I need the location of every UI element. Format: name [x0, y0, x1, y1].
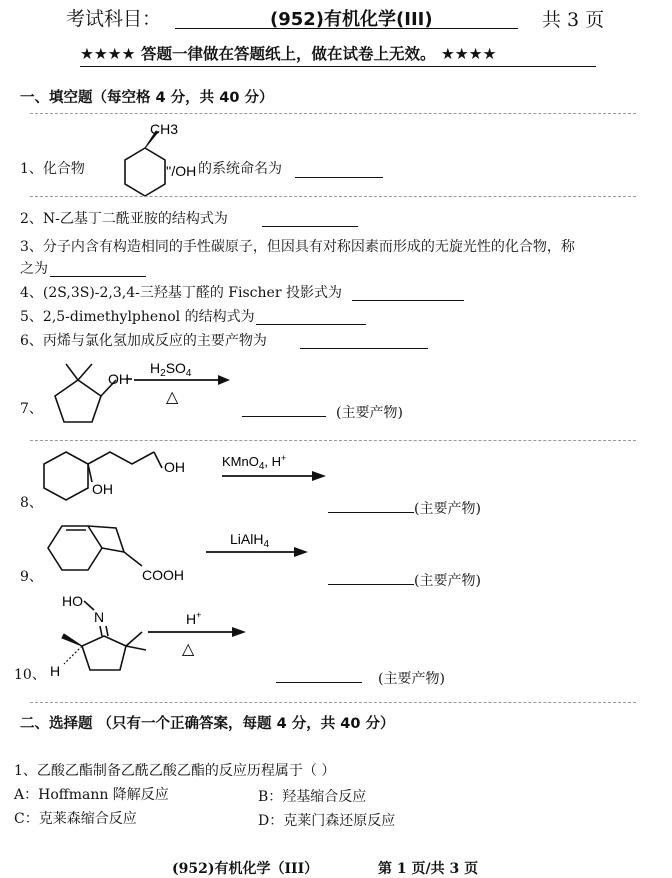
q5-answer-blank	[256, 310, 366, 325]
reagent-hplus: H+	[186, 610, 202, 627]
q5-text: 5、2,5-dimethylphenol 的结构式为	[20, 309, 255, 325]
q1-text: 的系统命名为	[198, 161, 282, 177]
wedge-methyl	[62, 634, 82, 646]
subject-label: 考试科目：	[66, 8, 162, 30]
c-n-bond-2	[106, 626, 108, 636]
q1-structure	[100, 114, 200, 198]
divider	[30, 196, 636, 197]
oh-hash-label: ''/OH	[166, 163, 197, 179]
q3-text-line1: 3、分子内含有构造相同的手性碳原子，但因具有对称因素而形成的无旋光性的化合物，称	[20, 239, 575, 255]
divider	[30, 702, 636, 703]
oh-terminal-label: OH	[164, 459, 185, 475]
s2-option-c: C：克莱森缩合反应	[14, 811, 137, 827]
arrow-head	[218, 375, 230, 385]
divider	[30, 440, 636, 441]
heat-symbol: △	[182, 641, 195, 658]
q7-structure	[36, 350, 246, 430]
q9-structure	[36, 518, 336, 588]
ch3-label: CH3	[150, 121, 179, 137]
q6-answer-blank	[300, 334, 428, 349]
five-ring	[88, 526, 124, 552]
cyclopentane-ring	[82, 636, 126, 670]
subject-name: (952)有机化学(III)	[270, 9, 433, 30]
arrow-head	[232, 627, 246, 637]
q6-text: 6、丙烯与氯化氢加成反应的主要产物为	[20, 333, 267, 349]
propyl-chain	[88, 452, 154, 464]
q8-answer-blank	[328, 498, 414, 513]
q7-number: 7、	[20, 401, 43, 417]
q10-number: 10、	[14, 667, 46, 683]
q10-answer-blank	[276, 668, 362, 683]
methyl-bond-2	[78, 364, 92, 380]
arrow-head	[312, 471, 326, 481]
section1-title: 一、填空题（每空格 4 分，共 40 分）	[20, 90, 274, 106]
q8-structure	[36, 446, 336, 510]
footer-subject: (952)有机化学（III）	[172, 861, 319, 877]
q10-product-label: (主要产物)	[378, 671, 445, 687]
s2-q1-text: 1、乙酸乙酯制备乙酰乙酸乙酯的反应历程属于（ ）	[14, 763, 336, 779]
cooh-label: COOH	[142, 567, 184, 583]
cyclohexane-ring	[125, 148, 165, 196]
s2-option-a: A：Hoffmann 降解反应	[14, 787, 169, 803]
reagent-h2so4: $H_2SO_4$	[150, 360, 192, 379]
ho-label: HO	[62, 593, 83, 609]
q3-answer-blank	[50, 262, 146, 277]
chain-end	[154, 452, 162, 468]
h-label: H	[50, 663, 61, 679]
section2-title: 二、选择题 （只有一个正确答案，每题 4 分，共 40 分）	[20, 716, 395, 732]
reagent-lialh4: LiAlH$_4$	[230, 531, 270, 550]
q3-text-line2: 之为	[20, 261, 48, 277]
q8-product-label: (主要产物)	[414, 501, 481, 517]
n-label: N	[94, 609, 105, 625]
oh-label: OH	[92, 481, 113, 497]
gem-methyl-2	[126, 646, 146, 650]
s2-option-d: D：克莱门森还原反应	[258, 813, 396, 829]
q9-answer-blank	[328, 570, 414, 585]
cyclopentane-ring	[55, 380, 101, 422]
q4-answer-blank	[352, 286, 464, 301]
o-n-bond	[84, 601, 94, 610]
q9-number: 9、	[20, 569, 43, 585]
arrow-head	[294, 547, 308, 557]
s2-option-b: B：羟基缩合反应	[258, 789, 367, 805]
heat-symbol: △	[166, 389, 179, 406]
methyl-bond-1	[66, 364, 78, 380]
cooh-bond	[124, 552, 142, 566]
q1-number: 1、化合物	[20, 161, 85, 177]
q9-product-label: (主要产物)	[414, 573, 481, 589]
cyclohexane-ring	[44, 452, 88, 500]
notice-underline	[80, 66, 596, 67]
gem-methyl-1	[126, 632, 142, 646]
q7-product-label: (主要产物)	[336, 405, 403, 421]
q2-answer-blank	[262, 212, 358, 227]
q4-text: 4、(2S,3S)-2,3,4-三羟基丁醛的 Fischer 投影式为	[20, 285, 342, 301]
q2-text: 2、N-乙基丁二酰亚胺的结构式为	[20, 211, 228, 227]
hash-h-bond	[64, 646, 82, 664]
q10-structure	[44, 588, 264, 684]
total-pages: 共 3 页	[542, 9, 605, 31]
q1-answer-blank	[295, 163, 383, 178]
footer-page: 第 1 页/共 3 页	[378, 861, 479, 877]
q8-number: 8、	[20, 495, 43, 511]
oh-label: OH	[108, 371, 129, 387]
six-ring	[48, 526, 102, 570]
notice-banner: ★★★★ 答题一律做在答题纸上，做在试卷上无效。 ★★★★	[80, 45, 497, 63]
q7-answer-blank	[242, 402, 326, 417]
c-n-bond-1	[100, 626, 102, 636]
reagent-kmno4: KMnO$_4$, H+	[222, 453, 287, 472]
